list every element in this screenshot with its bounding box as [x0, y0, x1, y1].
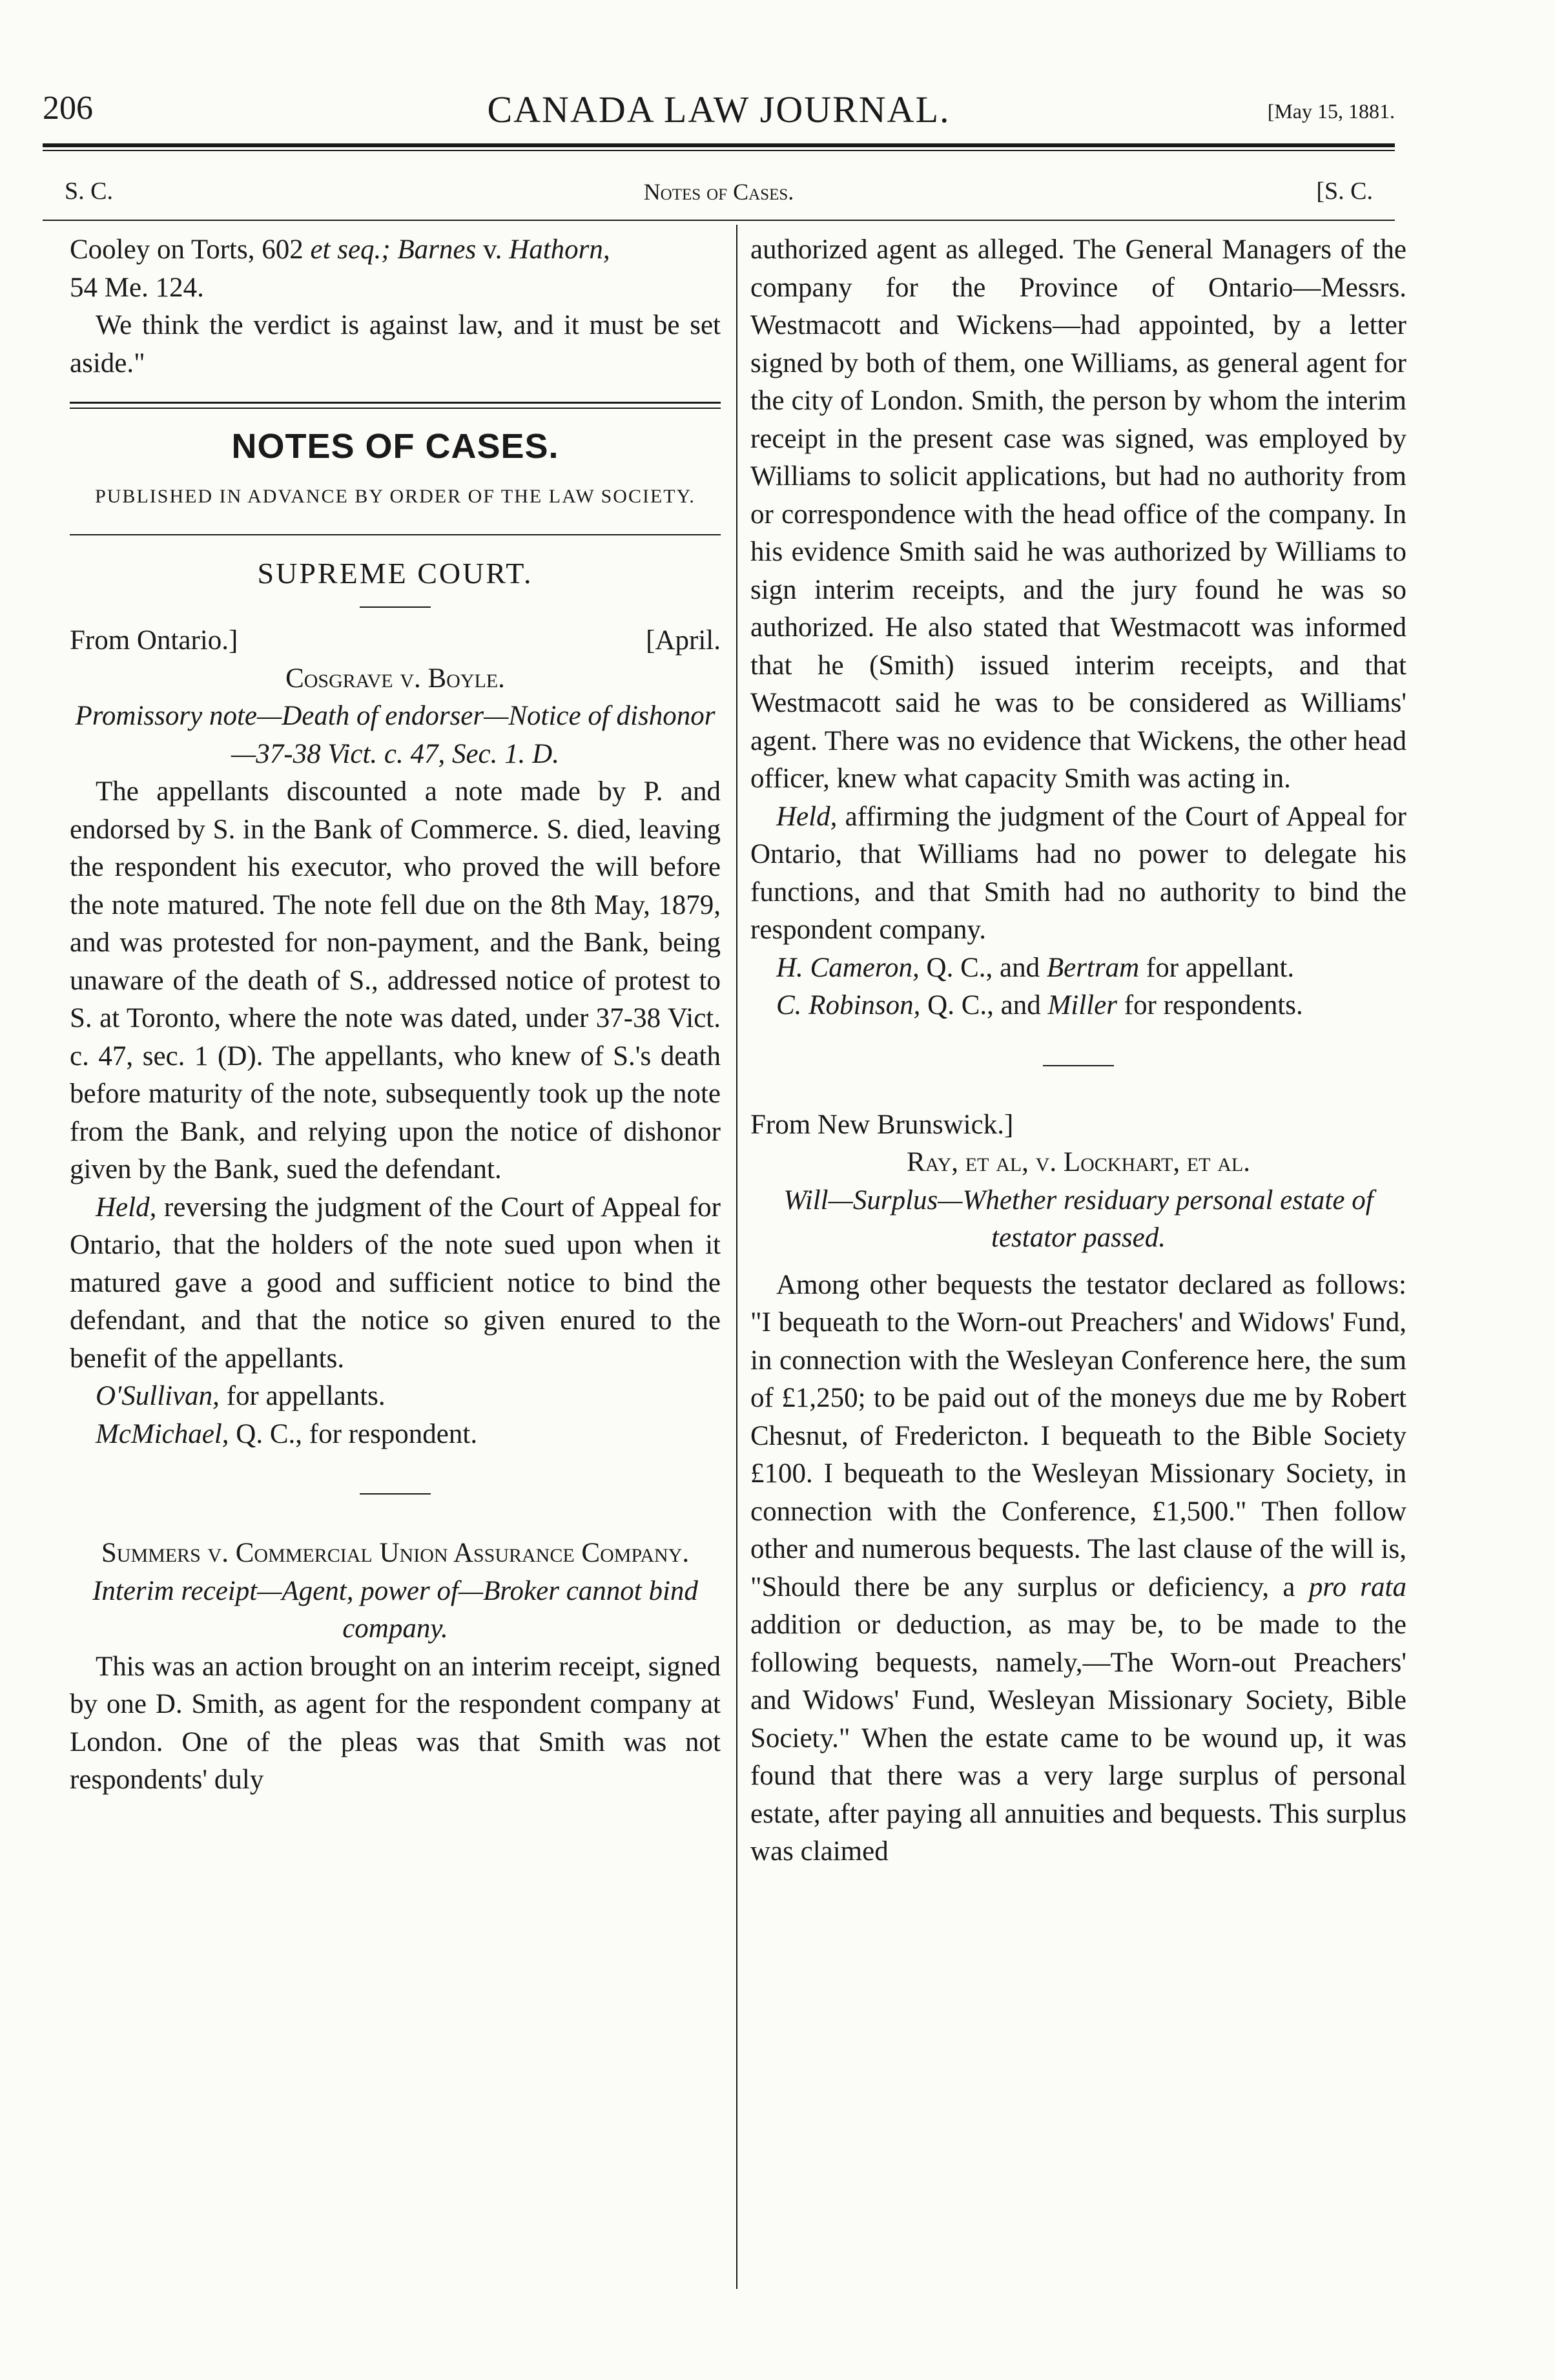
held-label: Held, [96, 1192, 157, 1223]
case1-headnote: Promissory note—Death of endorser—Notice of dishonor—37-38 Vict. c. 47, Sec. 1. D. [75, 701, 716, 769]
continuation-paragraph: We think the verdict is against law, and it must be set aside." [70, 310, 721, 378]
counsel-name: Miller [1047, 990, 1117, 1020]
case2-holding [750, 798, 1406, 949]
counsel-name: McMichael, [96, 1418, 229, 1449]
case2-headnote: Interim receipt—Agent, power of—Broker cannot bind company. [92, 1575, 698, 1644]
counsel-title: Q. C., and [920, 990, 1048, 1020]
short-rule [360, 606, 431, 608]
case1-counsel-appellants [70, 1378, 721, 1416]
case2-counsel-appellant [750, 949, 1406, 988]
continuation-citation-line2: 54 Me. 124. [70, 272, 204, 303]
holding-text: affirming the judgment of the Court of Appeal for Ontario, that Williams had no power to delegate his functions, and that Smith had no authority to bind the respondent company. [750, 801, 1406, 945]
case1-counsel-respondent [70, 1416, 721, 1454]
counsel-name: H. Cameron, [776, 952, 920, 983]
counsel-name: Bertram [1046, 952, 1140, 983]
case3-text-a: Among other bequests the testator declared as follows: "I bequeath to the Worn-out Preachers' and Widows' Fund, in connection with the Wesleyan Conference here, the sum of £1,250; to be paid out of the moneys due me by Robert Chesnut, of Fredericton. I bequeath to the Bible Society £100. I bequeath to the Wesleyan Missionary Society, in connection with the Conference, £1,500." Then follow other and numerous bequests. The last clause of the will is, "Should there be any surplus or deficiency, a [750, 1269, 1406, 1602]
case2-facts: This was an action brought on an interim receipt, signed by one D. Smith, as agent for the respondent company at London. One of the pleas was that Smith was not respondents' duly [70, 1651, 721, 1795]
citation-text: Cooley on Torts, 602 [70, 234, 311, 265]
case3-name: Ray, et al, v. Lockhart, et al. [907, 1147, 1250, 1177]
separator-rule [70, 534, 721, 535]
case2-name: Summers v. Commercial Union Assurance Company. [101, 1538, 690, 1568]
held-label: Held, [776, 801, 838, 832]
case1-facts: The appellants discounted a note made by P. and endorsed by S. in the Bank of Commerce. S. died, leaving the respondent his executor, who proved the will before the note matured. The note fell due on the 8th May, 1879, and was protested for non-payment, and the Bank, being unaware of the death of S., addressed notice of protest to S. at Toronto, where the note was dated, under 37-38 Vict. c. 47, sec. 1 (D). The appellants, who knew of S.'s death before maturity of the note, subsequently took up the note from the Bank, and relying upon the notice of dishonor given by the Bank, sued the defendant. [70, 776, 721, 1185]
holding-text: reversing the judgment of the Court of Appeal for Ontario, that the holders of the note sued upon when it matured gave a good and sufficient notice to bind the defendant, and that the notice so given enured to the benefit of the appellants. [70, 1192, 721, 1374]
section-right-label: [S. C. [1316, 178, 1373, 205]
case1-name: Cosgrave v. Boyle. [285, 663, 505, 694]
page-number: 206 [43, 90, 93, 127]
section-title: Notes of Cases. [643, 179, 794, 205]
counsel-role: for appellants. [219, 1381, 386, 1411]
case3-text-pro-rata: pro rata [1308, 1571, 1406, 1602]
case3-origin: From New Brunswick.] [750, 1109, 1014, 1140]
left-column [70, 231, 721, 1799]
notes-of-cases-title: NOTES OF CASES. [231, 427, 559, 466]
header-rule-top [43, 143, 1395, 147]
published-notice: PUBLISHED IN ADVANCE BY ORDER OF THE LAW SOCIETY. [95, 485, 695, 507]
case2-counsel-respondents [750, 987, 1406, 1025]
court-title: SUPREME COURT. [257, 556, 533, 590]
section-header [43, 169, 1395, 208]
short-rule [360, 1493, 431, 1495]
counsel-role: for appellant. [1139, 952, 1295, 983]
counsel-title: Q. C., and [919, 952, 1047, 983]
header-rule-bottom [43, 150, 1395, 151]
journal-title: CANADA LAW JOURNAL. [487, 88, 951, 130]
citation-case-a: et seq.; Barnes [310, 234, 477, 265]
case2-facts-continued: authorized agent as alleged. The General Managers of the company for the Province of Ontario—Messrs. Westmacott and Wickens—had appointed, by a letter signed by both of them, one Williams, as general agent for the city of London. Smith, the person by whom the interim receipt in the present case was signed, was employed by Williams to solicit applications, but had no authority from or correspondence with the head office of the company. In his evidence Smith said he was authorized by Williams to sign interim receipts, and the jury found he was so authorized. He also stated that Westmacott was informed that he (Smith) issued interim receipts, and that Westmacott said he was to be considered as Williams' agent. There was no evidence that Wickens, the other head officer, knew what capacity Smith was acting in. [750, 234, 1406, 794]
column-divider [736, 225, 737, 2289]
case3-text-c: addition or deduction, as may be, to be made to the following bequests, namely,—The Worn-out Preachers' and Widows' Fund, Wesleyan Missionary Society, Bible Society." When the estate came to be wound up, it was found that there was a very large surplus of personal estate, after paying all annuities and bequests. This surplus was claimed [750, 1609, 1406, 1867]
case1-date: [April. [646, 625, 721, 656]
counsel-role: Q. C., for respondent. [229, 1418, 478, 1449]
case1-holding [70, 1189, 721, 1378]
citation-case-b: Hathorn, [509, 234, 610, 265]
counsel-role: for respondents. [1117, 990, 1303, 1020]
section-left-label: S. C. [65, 178, 113, 205]
short-rule [1043, 1065, 1114, 1066]
right-column [750, 231, 1406, 1871]
section-rule [43, 220, 1395, 221]
case3-headnote: Will—Surplus—Whether residuary personal estate of testator passed. [783, 1185, 1374, 1253]
continuation-citation [70, 231, 721, 269]
citation-versus: v. [476, 234, 510, 265]
case1-origin: From Ontario.] [70, 625, 238, 656]
case1-origin-line [70, 622, 721, 660]
case3-facts [750, 1267, 1406, 1871]
page-header [43, 83, 1395, 134]
counsel-name: C. Robinson, [776, 990, 921, 1020]
issue-date: [May 15, 1881. [1267, 99, 1395, 123]
counsel-name: O'Sullivan, [96, 1381, 220, 1411]
